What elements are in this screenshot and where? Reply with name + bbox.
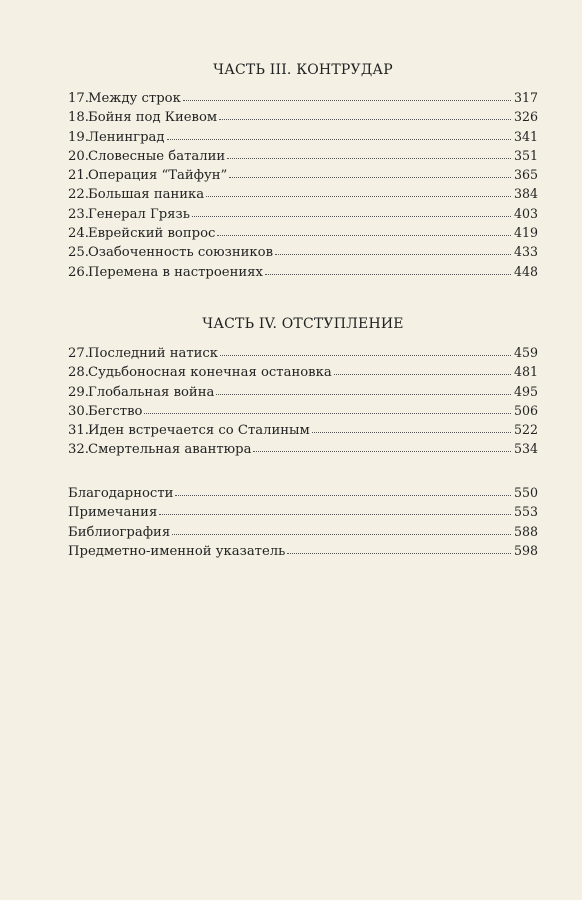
dot-leader — [216, 384, 511, 395]
dot-leader — [219, 109, 511, 120]
entry-number: 28. — [68, 365, 89, 381]
part-3-entries — [68, 88, 538, 281]
entry-page-number: 365 — [513, 167, 538, 183]
dot-leader — [172, 524, 511, 535]
entry-page-number: 403 — [513, 205, 538, 221]
entry-title: Между строк — [88, 91, 181, 106]
dot-leader — [312, 422, 511, 433]
backmatter-entries — [68, 483, 538, 560]
entry-title: Бегство — [88, 403, 143, 419]
entry-title: Ленинград — [88, 129, 165, 145]
dot-leader — [167, 129, 511, 140]
entry-title: Примечания — [68, 505, 158, 521]
entry-page-number: 553 — [513, 504, 538, 520]
toc-entry[interactable] — [68, 522, 538, 541]
entry-title: Еврейский вопрос — [88, 226, 216, 242]
dot-leader — [159, 504, 511, 515]
dot-leader — [253, 441, 511, 452]
toc-entry[interactable] — [68, 401, 538, 420]
entry-number: 29. — [68, 384, 89, 400]
entry-page-number: 317 — [513, 90, 538, 105]
entry-number: 32. — [68, 442, 89, 458]
toc-entry[interactable] — [68, 127, 538, 146]
toc-entry[interactable] — [68, 439, 538, 458]
entry-number: 17. — [68, 91, 89, 106]
dot-leader — [265, 264, 511, 275]
part-4-entries — [68, 343, 538, 459]
entry-number: 27. — [68, 346, 89, 361]
entry-page-number: 534 — [513, 441, 538, 457]
entry-title: Бойня под Киевом — [88, 110, 218, 126]
entry-page-number: 506 — [513, 402, 538, 418]
entry-page-number: 351 — [513, 147, 538, 163]
toc-entry[interactable] — [68, 146, 538, 165]
entry-title: Предметно-именной указатель — [68, 543, 286, 559]
entry-title: Глобальная война — [88, 384, 215, 400]
entry-page-number: 588 — [513, 523, 538, 539]
toc-entry[interactable] — [68, 343, 538, 362]
dot-leader — [287, 543, 511, 554]
dot-leader — [229, 167, 511, 178]
toc-entry[interactable] — [68, 541, 538, 560]
dot-leader — [217, 225, 511, 236]
entry-number: 23. — [68, 206, 89, 222]
entry-title: Библиография — [68, 524, 171, 540]
toc-entry[interactable] — [68, 382, 538, 401]
toc-entry[interactable] — [68, 204, 538, 223]
part-4-title: ЧАСТЬ IV. ОТСТУПЛЕНИЕ — [202, 316, 404, 332]
entry-page-number: 459 — [513, 345, 538, 360]
toc-entry[interactable] — [68, 107, 538, 126]
entry-page-number: 550 — [513, 485, 538, 500]
dot-leader — [144, 403, 511, 414]
toc-entry[interactable] — [68, 262, 538, 281]
toc-entry[interactable] — [68, 184, 538, 203]
entry-page-number: 384 — [513, 186, 538, 202]
entry-page-number: 419 — [513, 225, 538, 241]
entry-number: 21. — [68, 168, 89, 184]
entry-title: Судьбоносная конечная остановка — [88, 365, 332, 381]
toc-entry[interactable] — [68, 165, 538, 184]
toc-entry[interactable] — [68, 502, 538, 521]
entry-page-number: 598 — [513, 542, 538, 558]
dot-leader — [334, 364, 511, 375]
dot-leader — [220, 345, 511, 356]
entry-page-number: 495 — [513, 383, 538, 399]
entry-number: 26. — [68, 264, 89, 280]
entry-number: 31. — [68, 423, 89, 439]
toc-entry[interactable] — [68, 242, 538, 261]
entry-number: 19. — [68, 129, 89, 145]
entry-title: Большая паника — [88, 187, 205, 203]
toc-entry[interactable] — [68, 483, 538, 502]
dot-leader — [206, 186, 511, 197]
toc-entry[interactable] — [68, 420, 538, 439]
entry-number: 24. — [68, 226, 89, 242]
toc-entry[interactable] — [68, 88, 538, 107]
entry-title: Словесные баталии — [88, 148, 226, 164]
dot-leader — [227, 148, 511, 159]
toc-entry[interactable] — [68, 223, 538, 242]
dot-leader — [192, 206, 511, 217]
entry-page-number: 433 — [513, 244, 538, 260]
toc-entry[interactable] — [68, 362, 538, 381]
entry-page-number: 341 — [513, 128, 538, 144]
entry-title: Последний натиск — [88, 346, 219, 361]
entry-page-number: 448 — [513, 263, 538, 279]
entry-title: Генерал Грязь — [88, 206, 190, 222]
entry-title: Иден встречается со Сталиным — [88, 423, 310, 439]
entry-title: Озабоченность союзников — [88, 245, 274, 261]
entry-title: Операция “Тайфун” — [88, 168, 228, 184]
entry-page-number: 522 — [513, 422, 538, 438]
entry-number: 30. — [68, 403, 89, 419]
entry-title: Смертельная авантюра — [88, 442, 252, 458]
part-3-title: ЧАСТЬ III. КОНТРУДАР — [213, 62, 393, 78]
entry-title: Перемена в настроениях — [88, 264, 263, 280]
entry-number: 22. — [68, 187, 89, 203]
dot-leader — [183, 90, 511, 101]
entry-number: 20. — [68, 148, 89, 164]
entry-page-number: 326 — [513, 109, 538, 125]
entry-page-number: 481 — [513, 364, 538, 380]
entry-title: Благодарности — [68, 486, 174, 501]
entry-number: 18. — [68, 110, 89, 126]
dot-leader — [175, 485, 511, 496]
dot-leader — [275, 244, 511, 255]
entry-number: 25. — [68, 245, 89, 261]
